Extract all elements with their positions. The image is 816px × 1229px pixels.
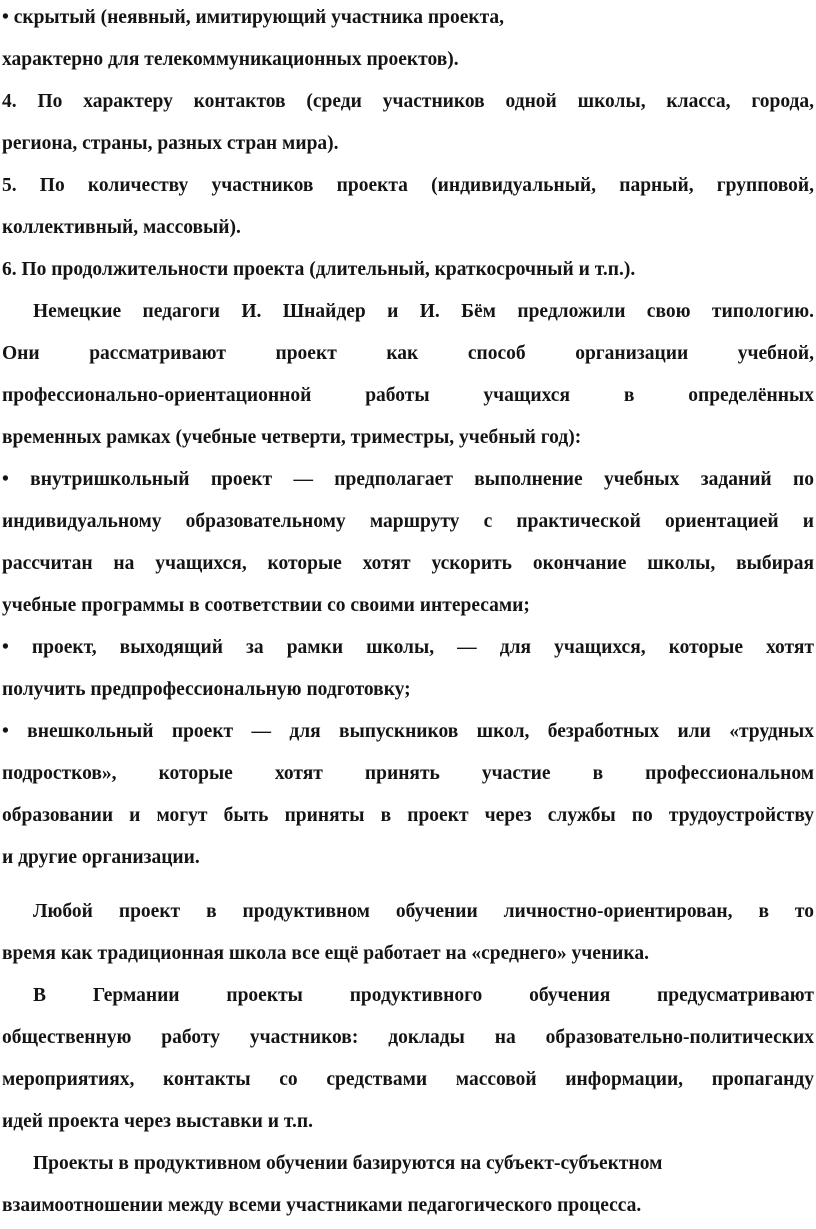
text-line: коллективный, массовый). xyxy=(2,217,241,238)
text-line: индивидуальному образовательному маршруту с практической ориентацией и xyxy=(2,511,814,532)
text-line: Они рассматривают проект как способ организации учебной, xyxy=(2,343,814,364)
text-line: образовании и могут быть приняты в проект через службы по трудоустройству xyxy=(2,805,814,826)
text-line: получить предпрофессиональную подготовку; xyxy=(2,679,411,700)
text-line-bullet-hidden: • скрытый (неявный, имитирующий участника проекта, xyxy=(2,7,505,28)
text-line: время как традиционная школа все ещё работает на «среднего» ученика. xyxy=(2,943,649,964)
text-line: рассчитан на учащихся, которые хотят ускорить окончание школы, выбирая xyxy=(2,553,814,574)
paragraph-start-line: Немецкие педагоги И. Шнайдер и И. Бём предложили свою типологию. xyxy=(33,301,814,322)
text-line-item-5: 5. По количеству участников проекта (индивидуальный, парный, групповой, xyxy=(2,175,814,196)
text-line: взаимоотношении между всеми участниками педагогического процесса. xyxy=(2,1195,642,1216)
text-line: учебные программы в соответствии со своими интересами; xyxy=(2,595,530,616)
text-line-bullet-inschool: • внутришкольный проект — предполагает выполнение учебных заданий по xyxy=(2,469,814,490)
text-line: характерно для телекоммуникационных проектов). xyxy=(2,49,459,70)
text-line: подростков», которые хотят принять участие в профессиональном xyxy=(2,763,814,784)
paragraph-start-line: В Германии проекты продуктивного обучения предусматривают xyxy=(33,985,814,1006)
text-line: профессионально-ориентационной работы учащихся в определённых xyxy=(2,385,814,406)
text-line: региона, страны, разных стран мира). xyxy=(2,133,339,154)
text-line: общественную работу участников: доклады на образовательно-политических xyxy=(2,1027,814,1048)
paragraph-start-line: Любой проект в продуктивном обучении личностно-ориентирован, в то xyxy=(33,901,814,922)
text-line-item-6: 6. По продолжительности проекта (длительный, краткосрочный и т.п.). xyxy=(2,259,636,280)
text-line: идей проекта через выставки и т.п. xyxy=(2,1111,313,1132)
text-line: и другие организации. xyxy=(2,847,200,868)
text-line-bullet-out-of-school: • внешкольный проект — для выпускников школ, безработных или «трудных xyxy=(2,721,814,742)
text-line-bullet-beyond-school: • проект, выходящий за рамки школы, — для учащихся, которые хотят xyxy=(2,637,814,658)
paragraph-start-line: Проекты в продуктивном обучении базируются на субъект-субъектном xyxy=(33,1153,663,1174)
text-line: мероприятиях, контакты со средствами массовой информации, пропаганду xyxy=(2,1069,814,1090)
text-line: временных рамках (учебные четверти, триместры, учебный год): xyxy=(2,427,582,448)
text-line-item-4: 4. По характеру контактов (среди участников одной школы, класса, города, xyxy=(2,91,814,112)
